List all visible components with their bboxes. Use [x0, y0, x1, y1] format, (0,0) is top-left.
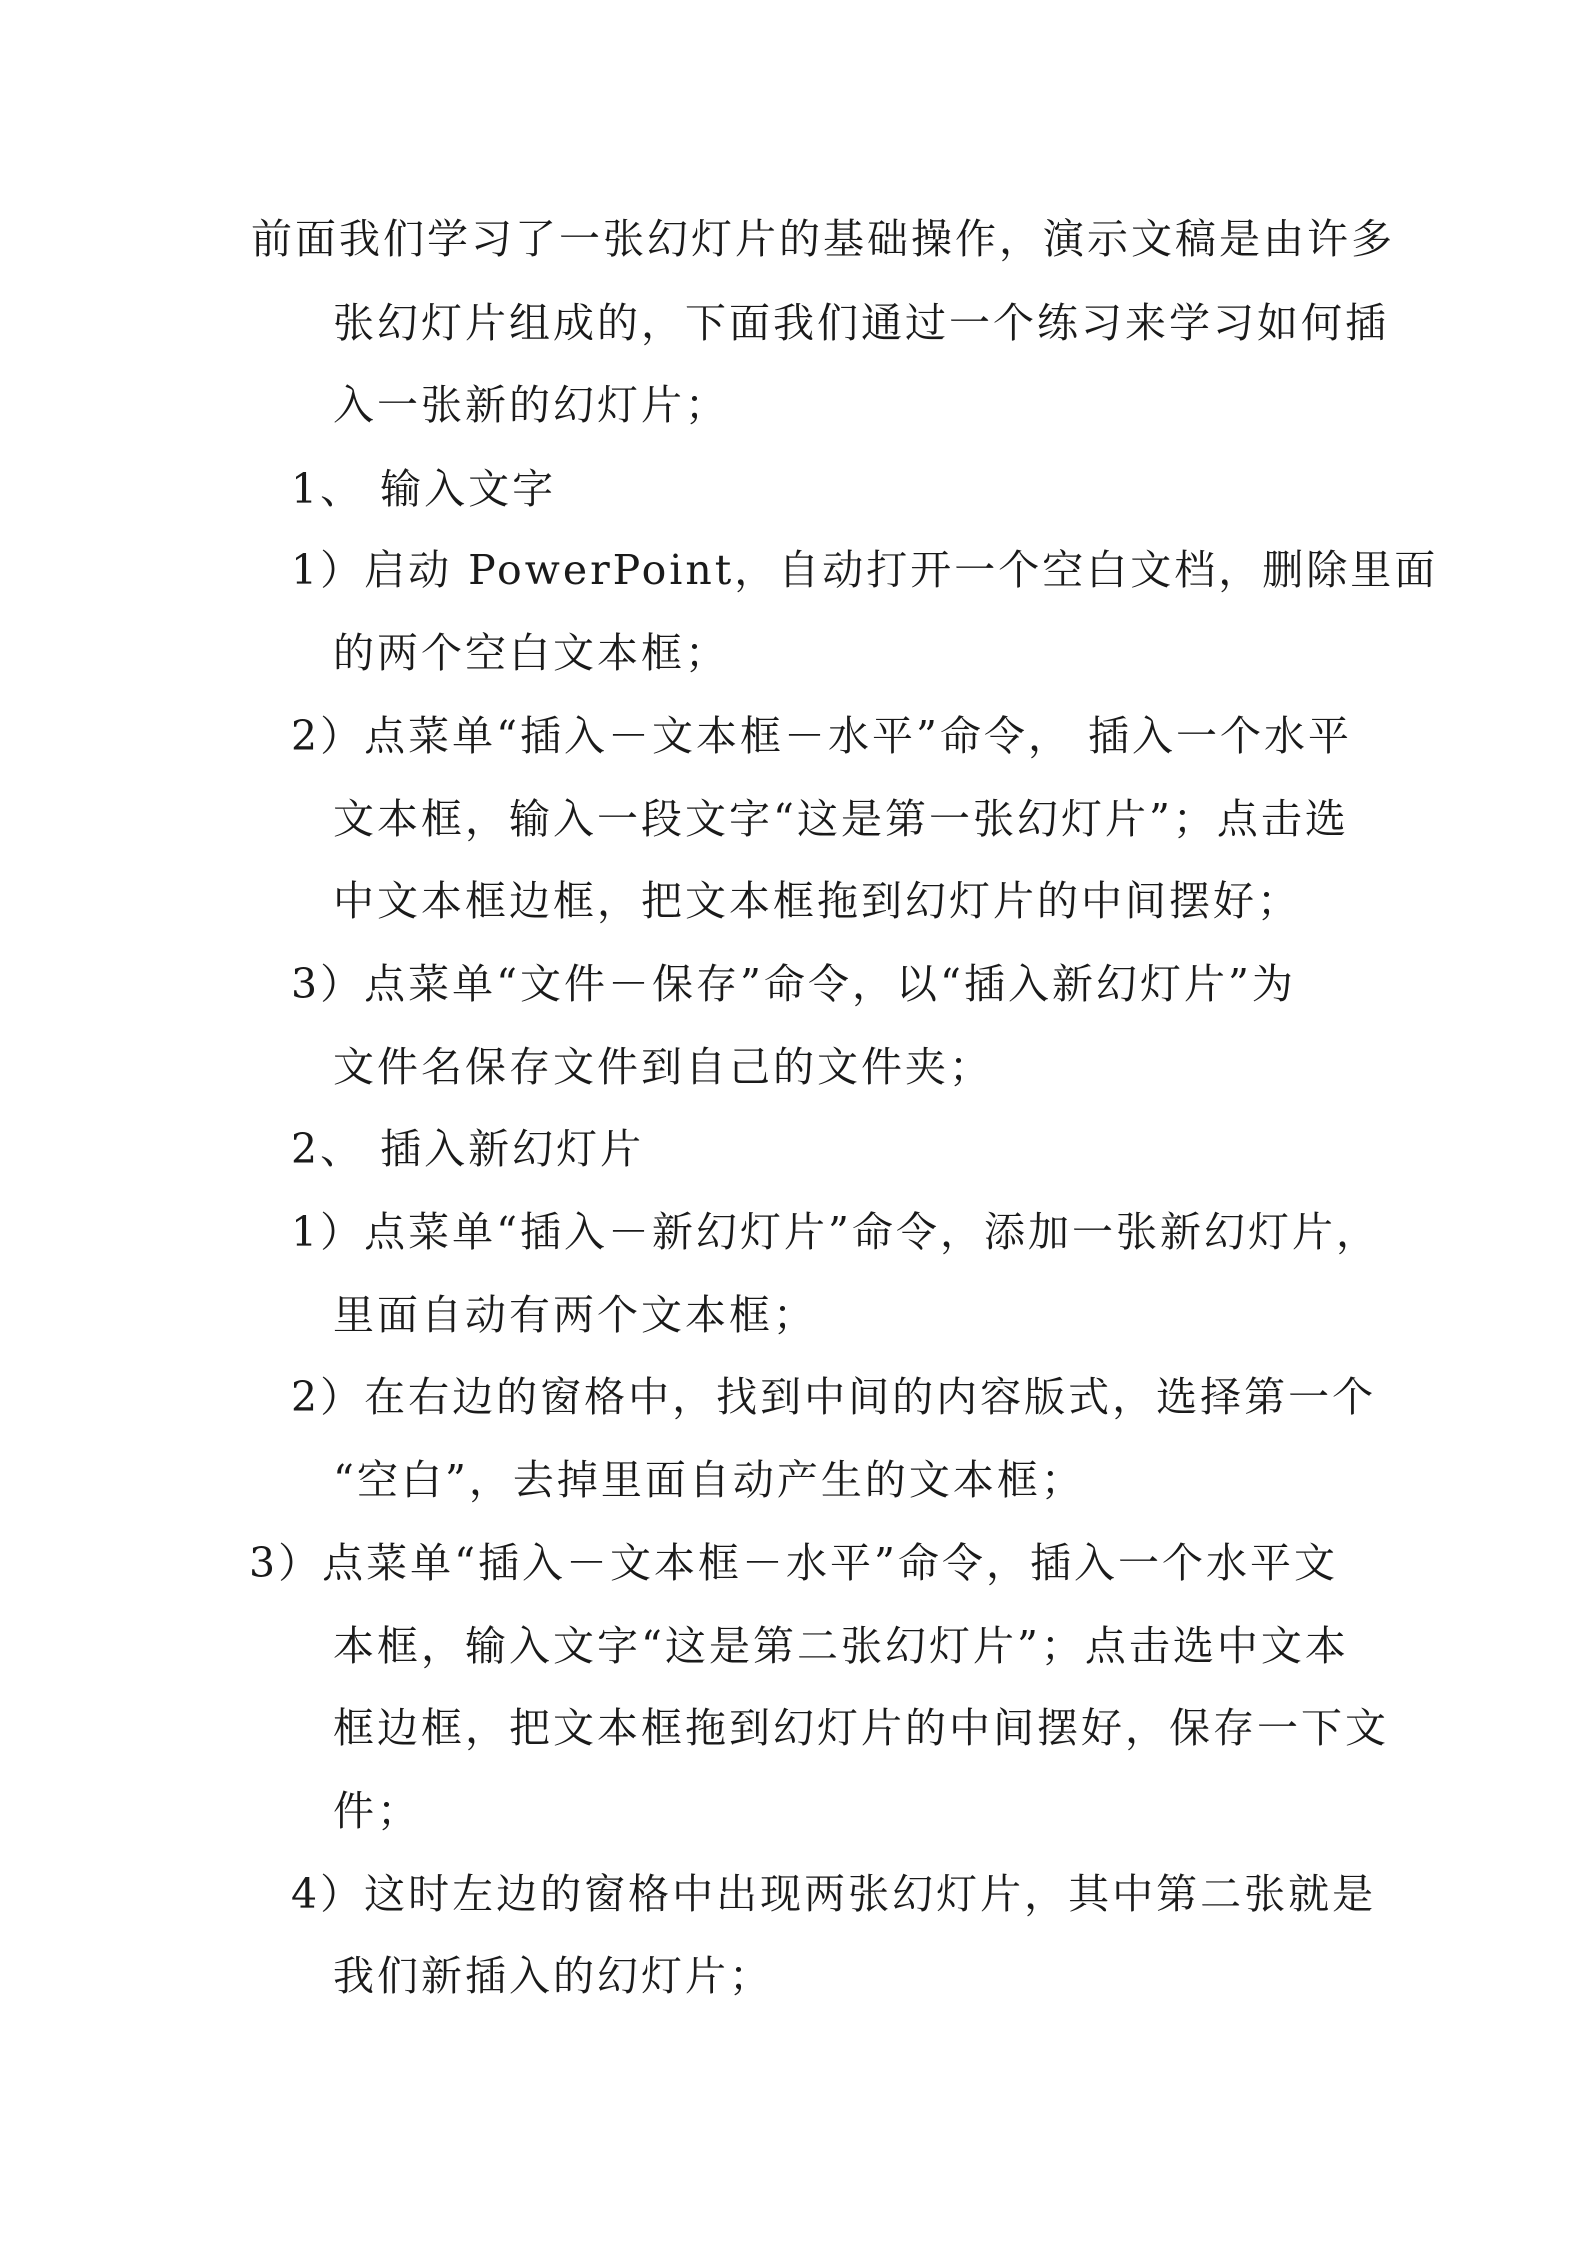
step-line: 我们新插入的幻灯片；: [333, 1952, 773, 2000]
section-heading: 2、 插入新幻灯片: [291, 1125, 645, 1173]
step-line: 3）点菜单“插入－文本框－水平”命令，插入一个水平文: [249, 1539, 1339, 1587]
step-line: 框边框，把文本框拖到幻灯片的中间摆好，保存一下文: [333, 1704, 1389, 1752]
intro-paragraph-line: 入一张新的幻灯片；: [333, 381, 729, 429]
step-line: 2）点菜单“插入－文本框－水平”命令， 插入一个水平: [291, 712, 1353, 760]
step-line: 的两个空白文本框；: [333, 629, 729, 677]
step-line: 本框，输入文字“这是第二张幻灯片”；点击选中文本: [333, 1622, 1349, 1670]
step-line: 1）启动 PowerPoint，自动打开一个空白文档，删除里面: [291, 546, 1439, 594]
step-line: 里面自动有两个文本框；: [333, 1291, 817, 1339]
intro-paragraph-line: 前面我们学习了一张幻灯片的基础操作，演示文稿是由许多: [251, 215, 1395, 263]
step-line: 文本框，输入一段文字“这是第一张幻灯片”；点击选: [333, 795, 1349, 843]
intro-paragraph-line: 张幻灯片组成的，下面我们通过一个练习来学习如何插: [333, 299, 1389, 347]
step-line: 2）在右边的窗格中，找到中间的内容版式，选择第一个: [291, 1373, 1377, 1421]
step-line: 件；: [333, 1787, 421, 1835]
step-line: 3）点菜单“文件－保存”命令，以“插入新幻灯片”为: [291, 960, 1296, 1008]
step-line: 4）这时左边的窗格中出现两张幻灯片，其中第二张就是: [291, 1870, 1377, 1918]
step-line: 中文本框边框，把文本框拖到幻灯片的中间摆好；: [333, 877, 1301, 925]
step-line: 1）点菜单“插入－新幻灯片”命令，添加一张新幻灯片，: [291, 1208, 1381, 1256]
step-line: “空白”，去掉里面自动产生的文本框；: [333, 1456, 1085, 1504]
section-heading: 1、 输入文字: [291, 465, 557, 513]
step-line: 文件名保存文件到自己的文件夹；: [333, 1043, 993, 1091]
